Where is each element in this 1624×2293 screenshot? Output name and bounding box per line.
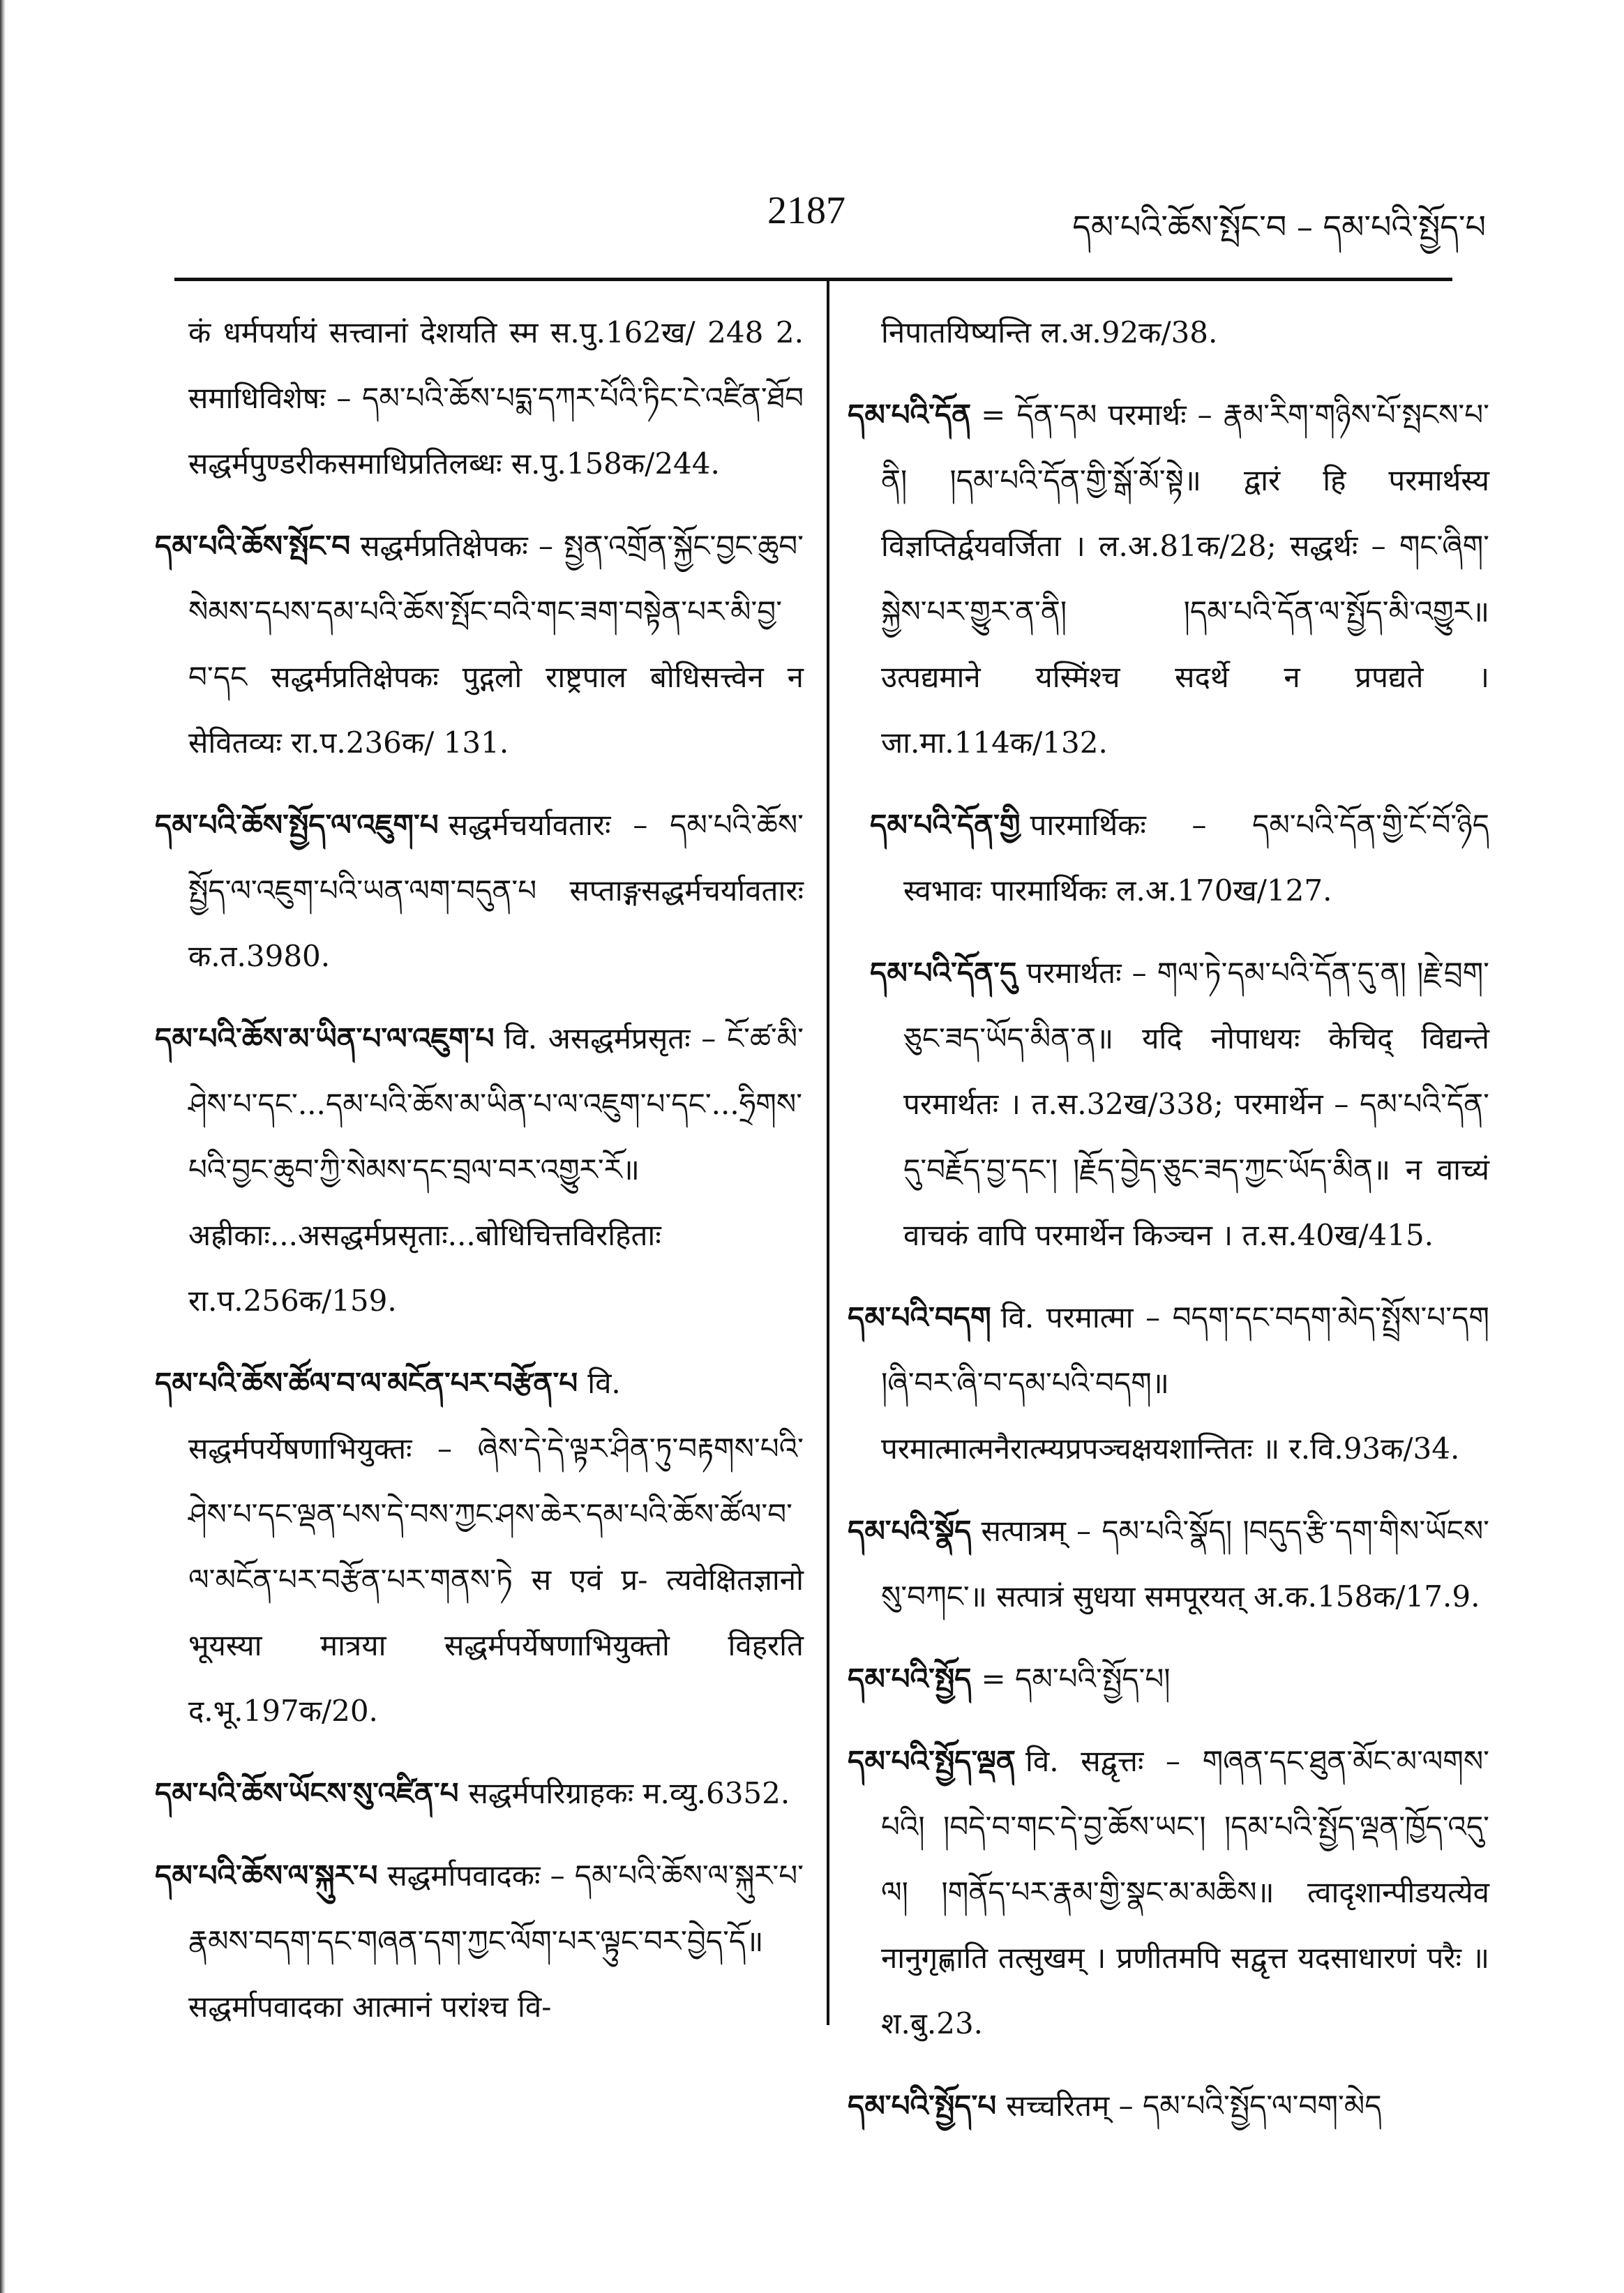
dictionary-entry (155, 1843, 804, 2040)
column-divider (827, 281, 829, 2025)
entry-headword: དམ་པའི་ཆོས་ཡོངས་སུ་འཛིན་པ (155, 1776, 459, 1810)
header-rule (174, 278, 1452, 281)
entry-definition: परमार्थतः – གལ་ཏེ་དམ་པའི་དོན་དུ་ན། །རྗེ་བྲག་ཅུང་ཟད་ཡོད་མིན་ན॥ यदि नोपाधयः केचिद् विद्यन्ते परमार्थतः । त.स.32ख/338; परमार्थेन – དམ་པའི་དོན་དུ་བརྗོད་བྱ་དང་། །རྗོད་བྱེད་ཅུང་ཟད་ཀྱང་ཡོད་མིན॥ न वाच्यं वाचकं वापि परमार्थेन किञ्चन । त.स.40ख/415. (903, 956, 1489, 1252)
entry-headword: དམ་པའི་ཆོས་སྤྱོད་ལ་འཇུག་པ (155, 808, 439, 842)
entry-headword: དམ་པའི་བདག (848, 1300, 991, 1335)
entry-definition: वि. सद्धर्मपर्येषणाभियुक्तः – ཞེས་དེ་དེ་ལྟར་ཤིན་ཏུ་བརྟགས་པའི་ཤེས་པ་དང་ལྡན་པས་དེ་བས་ཀྱང་ཤས་ཆེར་དམ་པའི་ཆོས་ཚོལ་བ་ལ་མངོན་པར་བརྩོན་པར་གནས་ཏེ स एवं प्र- त्यवेक्षितज्ञानो भूयस्या मात्रया सद्धर्मपर्येषणाभियुक्तो विहरति द.भू.197क/20. (188, 1366, 804, 1728)
left-column (155, 300, 804, 2057)
entry-headword: དམ་པའི་དོན་གྱི (870, 808, 1021, 842)
entry-headword: དམ་པའི་ཆོས་ཚོལ་བ་ལ་མངོན་པར་བརྩོན་པ (155, 1366, 578, 1400)
entry-headword: དམ་པའི་ཆོས་མ་ཡིན་པ་ལ་འཇུག་པ (155, 1021, 495, 1055)
dictionary-entry (848, 300, 1489, 366)
dictionary-entry (155, 1761, 804, 1826)
entry-definition: सत्पात्रम् – དམ་པའི་སྣོད། །བདུད་རྩི་དག་གིས་ཡོངས་སུ་བཀང་॥ सत्पात्रं सुधया समपूरयत् अ.क.158क/17.9. (881, 1514, 1489, 1614)
entry-definition: सद्धर्मप्रतिक्षेपकः – སྤྱན་འགྲོན་སྐྱོང་བྱང་ཆུབ་སེམས་དཔས་དམ་པའི་ཆོས་སྤོང་བའི་གང་ཟག་བསྟེན་པར་མི་བྱ་བ་དང सद्धर्मप्रतिक्षेपकः पुद्गलो राष्ट्रपाल बोधिसत्त्वेन न सेवितव्यः रा.प.236क/ 131. (188, 529, 804, 760)
entry-definition: सद्धर्मापवादकः – དམ་པའི་ཆོས་ལ་སྐུར་པ་རྣམས་བདག་དང་གཞན་དག་ཀྱང་ལོག་པར་ལྟུང་བར་བྱེད་དོ॥ सद्धर्मापवादका आत्मानं परांश्च वि- (188, 1858, 804, 2024)
dictionary-entry (848, 2073, 1489, 2139)
dictionary-entry (155, 792, 804, 989)
entry-definition: कं धर्मपर्यायं सत्त्वानां देशयति स्म स.पु.162ख/ 248 2. समाधिविशेषः – དམ་པའི་ཆོས་པདྨ་དཀར་པོའི་ཏིང་ངེ་འཛིན་ཐོབ सद्धर्मपुण्डरीकसमाधिप्रतिलब्धः स.पु.158क/244. (188, 315, 804, 481)
entry-definition: सच्चरितम् – དམ་པའི་སྤྱོད་ལ་བག་མེད (1006, 2089, 1382, 2123)
entry-headword: དམ་པའི་ཆོས་སྤོང་བ (155, 529, 351, 563)
dictionary-entry (848, 940, 1489, 1268)
entry-headword: དམ་པའི་དོན (848, 398, 972, 432)
dictionary-entry (848, 1646, 1489, 1712)
dictionary-entry (848, 1498, 1489, 1630)
dictionary-entry (848, 1285, 1489, 1482)
entry-headword: དམ་པའི་དོན་དུ (870, 956, 1017, 990)
entry-definition: सद्धर्मचर्यावतारः – དམ་པའི་ཆོས་སྤྱོད་ལ་འཇུག་པའི་ཡན་ལག་བདུན་པ सप्ताङ्गसद्धर्मचर्यावतारः क.त.3980. (188, 808, 804, 973)
dictionary-entry (155, 1006, 804, 1334)
entry-definition: वि. परमात्मा – བདག་དང་བདག་མེད་སྤྲོས་པ་དག །ཞི་བར་ཞི་བ་དམ་པའི་བདག॥ परमात्मात्मनैरात्म्यप्रपञ्चक्षयशान्तितः ॥ र.वि.93क/34. (881, 1300, 1489, 1466)
entry-definition: पारमार्थिकः – དམ་པའི་དོན་གྱི་ངོ་བོ་ཉིད स्वभावः पारमार्थिकः ल.अ.170ख/127. (903, 808, 1489, 908)
entry-definition: निपातयिष्यन्ति ल.अ.92क/38. (881, 315, 1218, 349)
entry-definition: = དོན་དམ परमार्थः – རྣམ་རིག་གཉིས་པོ་སྤངས་པ་ནི། །དམ་པའི་དོན་གྱི་སྒོ་མོ་སྟེ॥ द्वारं हि परमार्थस्य विज्ञप्तिर्द्वयवर्जिता । ल.अ.81क/28; सद्धर्थः – གང་ཞིག་སྐྱེས་པར་གྱུར་ན་ནི། །དམ་པའི་དོན་ལ་སྤྱོད་མི་འགྱུར॥ उत्पद्यमाने यस्मिंश्च सदर्थे न प्रपद्यते । जा.मा.114क/132. (881, 398, 1489, 760)
entry-definition: वि. असद्धर्मप्रसृतः – ངོ་ཚ་མི་ཤེས་པ་དང་...དམ་པའི་ཆོས་མ་ཡིན་པ་ལ་འཇུག་པ་དང་...ཧྲིགས་པའི་བྱང་ཆུབ་ཀྱི་སེམས་དང་བྲལ་བར་འགྱུར་རོ॥ अह्रीकाः...असद्धर्मप्रसृताः...बोधिचित्तविरहिताः रा.प.256क/159. (188, 1021, 804, 1318)
dictionary-entry (155, 513, 804, 776)
scan-edge (0, 0, 6, 2293)
entry-definition: सद्धर्मपरिग्राहकः म.व्यु.6352. (468, 1776, 790, 1810)
entry-definition: = དམ་པའི་སྤྱོད་པ། (981, 1662, 1171, 1696)
right-column (848, 300, 1489, 2156)
entry-headword: དམ་པའི་སྤྱོད (848, 1662, 972, 1696)
dictionary-entry (155, 1351, 804, 1744)
entry-headword: དམ་པའི་སྤྱོད་པ (848, 2089, 997, 2123)
running-head: དམ་པའི་ཆོས་སྤོང་བ – དམ་པའི་སྤྱོད་པ (1072, 208, 1486, 246)
dictionary-entry (848, 1729, 1489, 2057)
page-number: 2187 (767, 189, 845, 232)
entry-headword: དམ་པའི་ཆོས་ལ་སྐུར་པ (155, 1858, 378, 1893)
dictionary-entry (848, 382, 1489, 776)
entry-definition: वि. सद्वृत्तः – གཞན་དང་ཐུན་མོང་མ་ལགས་པའི། །བདེ་བ་གང་དེ་བྱ་ཆོས་ཡང་། །དམ་པའི་སྤྱོད་ལྡན་ཁྱོད་འདུ་ལ། །གནོད་པར་རྣམ་གྱི་སྣང་མ་མཆིས॥ त्वादृशान्पीडयत्येव नानुगृह्णाति तत्सुखम् । प्रणीतमपि सद्वृत्त यदसाधारणं परैः ॥ श.बु.23. (881, 1744, 1489, 2040)
dictionary-entry (155, 300, 804, 497)
entry-headword: དམ་པའི་སྣོད (848, 1514, 972, 1548)
dictionary-entry (848, 792, 1489, 924)
entry-headword: དམ་པའི་སྤྱོད་ལྡན (848, 1744, 1016, 1778)
